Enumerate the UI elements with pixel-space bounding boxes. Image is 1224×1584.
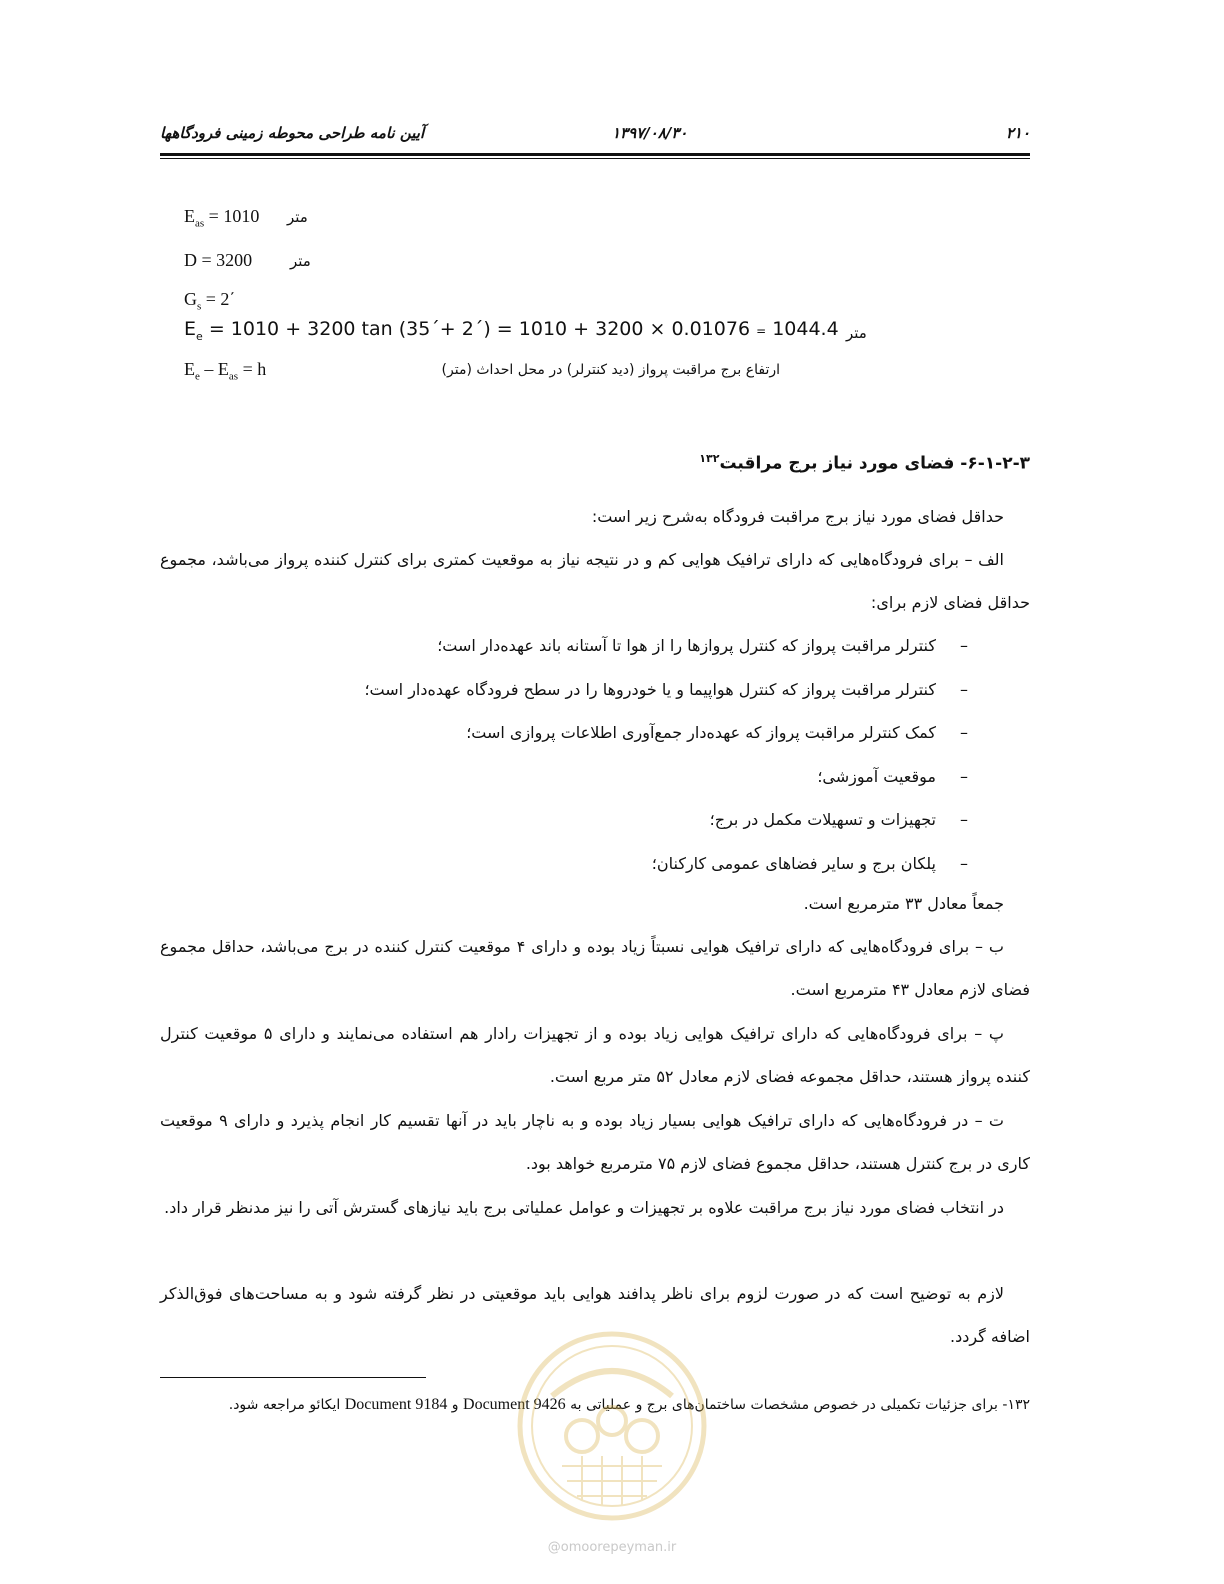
bullet-dash: –: [960, 723, 968, 742]
header-rule-thick: [160, 153, 1030, 156]
ee-expression: = 1010 + 3200 tan (35΄+ 2΄) = 1010 + 3200 × 0.01076: [202, 318, 757, 340]
list-item: [160, 668, 1030, 712]
bullet-dash: –: [960, 636, 968, 655]
eas-symbol: E: [184, 206, 195, 226]
h-e-subscript: e: [195, 370, 200, 383]
footnote-and: و: [447, 1397, 464, 1413]
bullet-dash: –: [960, 810, 968, 829]
ee-result: 1044.4: [766, 318, 839, 340]
paragraph-be: ب – برای فرودگاه‌هایی که دارای ترافیک هوایی نسبتاً زیاد بوده و دارای ۴ موقعیت کنترل کننده در برج می‌باشد، حداقل مجموع فضای لازم معادل ۴۳ مترمربع است.: [160, 937, 1030, 999]
section-title: ۶-۱-۲-۳- فضای مورد نیاز برج مراقبت: [719, 453, 1030, 474]
paragraph-pe: پ – برای فرودگاه‌هایی که دارای ترافیک هوایی زیاد بوده و از تجهیزات رادار هم استفاده می‌نمایند و دارای ۵ موقعیت کنترل کننده پرواز هستند، حداقل مجموعه فضای لازم معادل ۵۲ متر مربع است.: [160, 1024, 1030, 1086]
footnote-reference: ۱۳۲: [699, 452, 720, 465]
section-heading: [160, 452, 1030, 474]
ee-unit: متر: [846, 324, 867, 342]
footnote-rule: [160, 1377, 426, 1378]
page-number: ۲۱۰: [1005, 124, 1030, 142]
h-description: ارتفاع برج مراقبت پرواز (دید کنترلر) در محل احداث (متر): [441, 362, 780, 378]
page-header: [160, 118, 1030, 148]
h-minus-e: – E: [199, 359, 229, 379]
list-item-text: تجهیزات و تسهیلات مکمل در برج؛: [709, 810, 936, 829]
paragraph-selection: در انتخاب فضای مورد نیاز برج مراقبت علاوه بر تجهیزات و عوامل عملیاتی برج باید نیازهای گسترش آتی را نیز مدنظر قرار داد.: [164, 1198, 1004, 1217]
list-item-text: کنترلر مراقبت پرواز که کنترل پروازها را از هوا تا آستانه باند عهده‌دار است؛: [437, 636, 936, 655]
gs-symbol: G: [184, 289, 197, 309]
paragraph-note: لازم به توضیح است که در صورت لزوم برای ناظر پدافند هوایی باید موقعیتی در نظر گرفته شود و به مساحت‌های فوق‌الذکر اضافه گردد.: [160, 1284, 1030, 1346]
header-rule-thin: [160, 158, 1030, 159]
footnote-text-end: ایکائو مراجعه شود.: [228, 1397, 345, 1413]
bullet-dash: –: [960, 766, 968, 786]
h-e-symbol: E: [184, 359, 195, 379]
watermark-site: @omoorepeyman.ir: [547, 1540, 677, 1555]
h-as-subscript: as: [228, 370, 239, 383]
eas-value: = 1010: [204, 206, 260, 226]
eas-subscript: as: [195, 217, 205, 230]
footnote-text-start: ۱۳۲- برای جزئیات تکمیلی در خصوص مشخصات ساختمان‌های برج و عملیاتی به: [565, 1397, 1030, 1413]
list-item: [160, 798, 1030, 842]
formula-h: [184, 359, 266, 383]
ee-equals: =: [756, 324, 767, 338]
requirements-list: [160, 624, 1030, 885]
paragraph-alef: الف – برای فرودگاه‌هایی که دارای ترافیک هوایی کم و در نتیجه نیاز به موقعیت کمتری برای کنترل کننده پرواز می‌باشد، مجموع حداقل فضای لازم برای:: [160, 550, 1030, 612]
bullet-dash: –: [960, 679, 968, 699]
list-item: [160, 624, 1030, 668]
eas-unit: متر: [287, 208, 308, 226]
list-item: [160, 842, 1030, 886]
list-item-text: پلکان برج و سایر فضاهای عمومی کارکنان؛: [651, 853, 936, 873]
paragraph-te: ت – در فرودگاه‌هایی که دارای ترافیک هوایی بسیار زیاد بوده و به ناچار باید در آنها تقسیم کار انجام پذیرد و دارای ۹ موقعیت کاری در برج کنترل هستند، حداقل مجموع فضای لازم ۷۵ مترمربع خواهد بود.: [160, 1111, 1030, 1173]
d-unit: متر: [290, 252, 311, 270]
header-date: ۱۳۹۷/۰۸/۳۰: [612, 124, 688, 142]
formula-gs: [184, 289, 235, 313]
intro-paragraph: حداقل فضای مورد نیاز برج مراقبت فرودگاه به‌شرح زیر است:: [591, 507, 1004, 526]
ee-subscript: e: [196, 329, 203, 343]
watermark-seal-icon: [512, 1326, 712, 1526]
gs-subscript: s: [197, 300, 202, 313]
list-item: [160, 711, 1030, 755]
bullet-dash: –: [960, 853, 968, 873]
list-item: [160, 755, 1030, 799]
formula-d: D = 3200: [184, 250, 253, 270]
total-paragraph: جمعاً معادل ۳۳ مترمربع است.: [803, 894, 1004, 913]
ee-symbol: E: [184, 318, 197, 340]
formula-ee: [184, 318, 839, 343]
list-item-text: موقعیت آموزشی؛: [817, 766, 936, 786]
gs-value: = 2΄: [201, 289, 236, 309]
h-result: = h: [238, 359, 267, 379]
footnote-doc-9426: Document 9426: [463, 1396, 566, 1413]
list-item-text: کمک کنترلر مراقبت پرواز که عهده‌دار جمع‌آوری اطلاعات پروازی است؛: [466, 723, 936, 742]
footnote-doc-9184: Document 9184: [344, 1396, 448, 1413]
list-item-text: کنترلر مراقبت پرواز که کنترل هواپیما و یا خودروها را در سطح فرودگاه عهده‌دار است؛: [364, 679, 936, 699]
formula-eas: [184, 206, 259, 230]
header-title: آیین نامه طراحی محوطه زمینی فرودگاهها: [160, 124, 425, 142]
